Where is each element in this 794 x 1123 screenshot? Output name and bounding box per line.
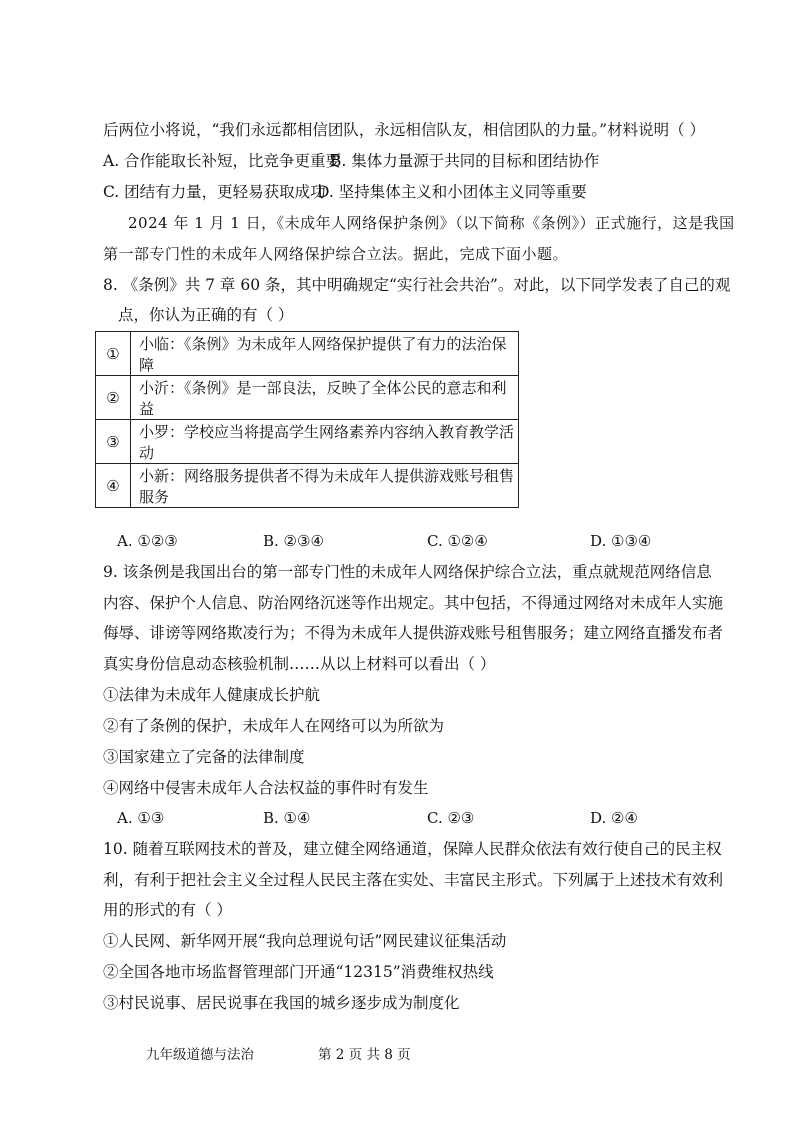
q9-item-3: ③国家建立了完备的法律制度 <box>103 748 305 766</box>
table-cell-num: ④ <box>96 464 131 508</box>
table-cell-text: 小沂：《条例》是一部良法，反映了全体公民的意志和利益 <box>131 376 519 420</box>
q8-option-c: C. ①②④ <box>427 532 488 550</box>
table-cell-text: 小新：网络服务提供者不得为未成年人提供游戏账号租售服务 <box>131 464 519 508</box>
q9-option-a: A. ①③ <box>117 809 165 827</box>
table-cell-num: ③ <box>96 420 131 464</box>
q7-option-a: A. 合作能取长补短，比竞争更重要 <box>103 152 342 170</box>
q9-stem-line-3: 侮辱、诽谤等网络欺凌行为；不得为未成年人提供游戏账号租售服务；建立网络直播发布者 <box>103 624 724 642</box>
q7-option-d: D. 坚持集体主义和小团体主义同等重要 <box>317 183 587 201</box>
q9-stem-line-1: 9. 该条例是我国出台的第一部专门性的未成年人网络保护综合立法，重点就规范网络信息 <box>103 563 712 581</box>
q8-stem-line-2: 点，你认为正确的有（ ） <box>118 306 294 324</box>
q8-views-table <box>95 331 519 508</box>
table-row <box>96 464 519 508</box>
q10-item-3: ③村民说事、居民说事在我国的城乡逐步成为制度化 <box>103 994 460 1012</box>
q8-option-a: A. ①②③ <box>117 532 178 550</box>
table-row <box>96 332 519 376</box>
table-cell-num: ① <box>96 332 131 376</box>
table-row <box>96 376 519 420</box>
q10-stem-line-2: 利，有利于把社会主义全过程人民民主落在实处、丰富民主形式。下列属于上述技术有效利 <box>103 871 724 889</box>
footer-subject: 九年级道德与法治 <box>146 1047 254 1063</box>
q9-stem-line-2: 内容、保护个人信息、防治网络沉迷等作出规定。其中包括，不得通过网络对未成年人实施 <box>103 594 724 612</box>
intro-line-1: 2024 年 1 月 1 日，《未成年人网络保护条例》（以下简称《条例》）正式施行，这是我国 <box>128 214 735 232</box>
q9-item-4: ④网络中侵害未成年人合法权益的事件时有发生 <box>103 779 429 797</box>
q10-stem-line-1: 10. 随着互联网技术的普及，建立健全网络通道，保障人民群众依法有效行使自己的民主权 <box>103 840 722 858</box>
q8-option-d: D. ①③④ <box>590 532 652 550</box>
q9-option-b: B. ①④ <box>263 809 311 827</box>
q7-option-c: C. 团结有力量，更轻易获取成功 <box>103 183 326 201</box>
table-row <box>96 420 519 464</box>
q9-item-2: ②有了条例的保护，未成年人在网络可以为所欲为 <box>103 717 445 735</box>
q10-stem-line-3: 用的形式的有（ ） <box>103 901 232 919</box>
footer-page-number: 第 2 页 共 8 页 <box>318 1047 411 1063</box>
q10-item-2: ②全国各地市场监督管理部门开通“12315”消费维权热线 <box>103 963 494 981</box>
table-cell-num: ② <box>96 376 131 420</box>
q8-stem-line-1: 8. 《条例》共 7 章 60 条，其中明确规定“实行社会共治”。对此，以下同学发表了自己的观 <box>103 276 731 294</box>
table-cell-text: 小临：《条例》为未成年人网络保护提供了有力的法治保障 <box>131 332 519 376</box>
q10-item-1: ①人民网、新华网开展“我向总理说句话”网民建议征集活动 <box>103 932 507 950</box>
q9-option-c: C. ②③ <box>427 809 475 827</box>
table-cell-text: 小罗：学校应当将提高学生网络素养内容纳入教育教学活动 <box>131 420 519 464</box>
q7-stem-line: 后两位小将说，“我们永远都相信团队，永远相信队友，相信团队的力量。”材料说明（ ） <box>103 121 706 139</box>
q9-option-d: D. ②④ <box>590 809 638 827</box>
q7-option-b: B. 集体力量源于共同的目标和团结协作 <box>330 152 600 170</box>
q9-item-1: ①法律为未成年人健康成长护航 <box>103 686 321 704</box>
q8-option-b: B. ②③④ <box>263 532 324 550</box>
q9-stem-line-4: 真实身份信息动态核验机制……从以上材料可以看出（ ） <box>103 655 496 673</box>
intro-line-2: 第一部专门性的未成年人网络保护综合立法。据此，完成下面小题。 <box>103 245 569 263</box>
